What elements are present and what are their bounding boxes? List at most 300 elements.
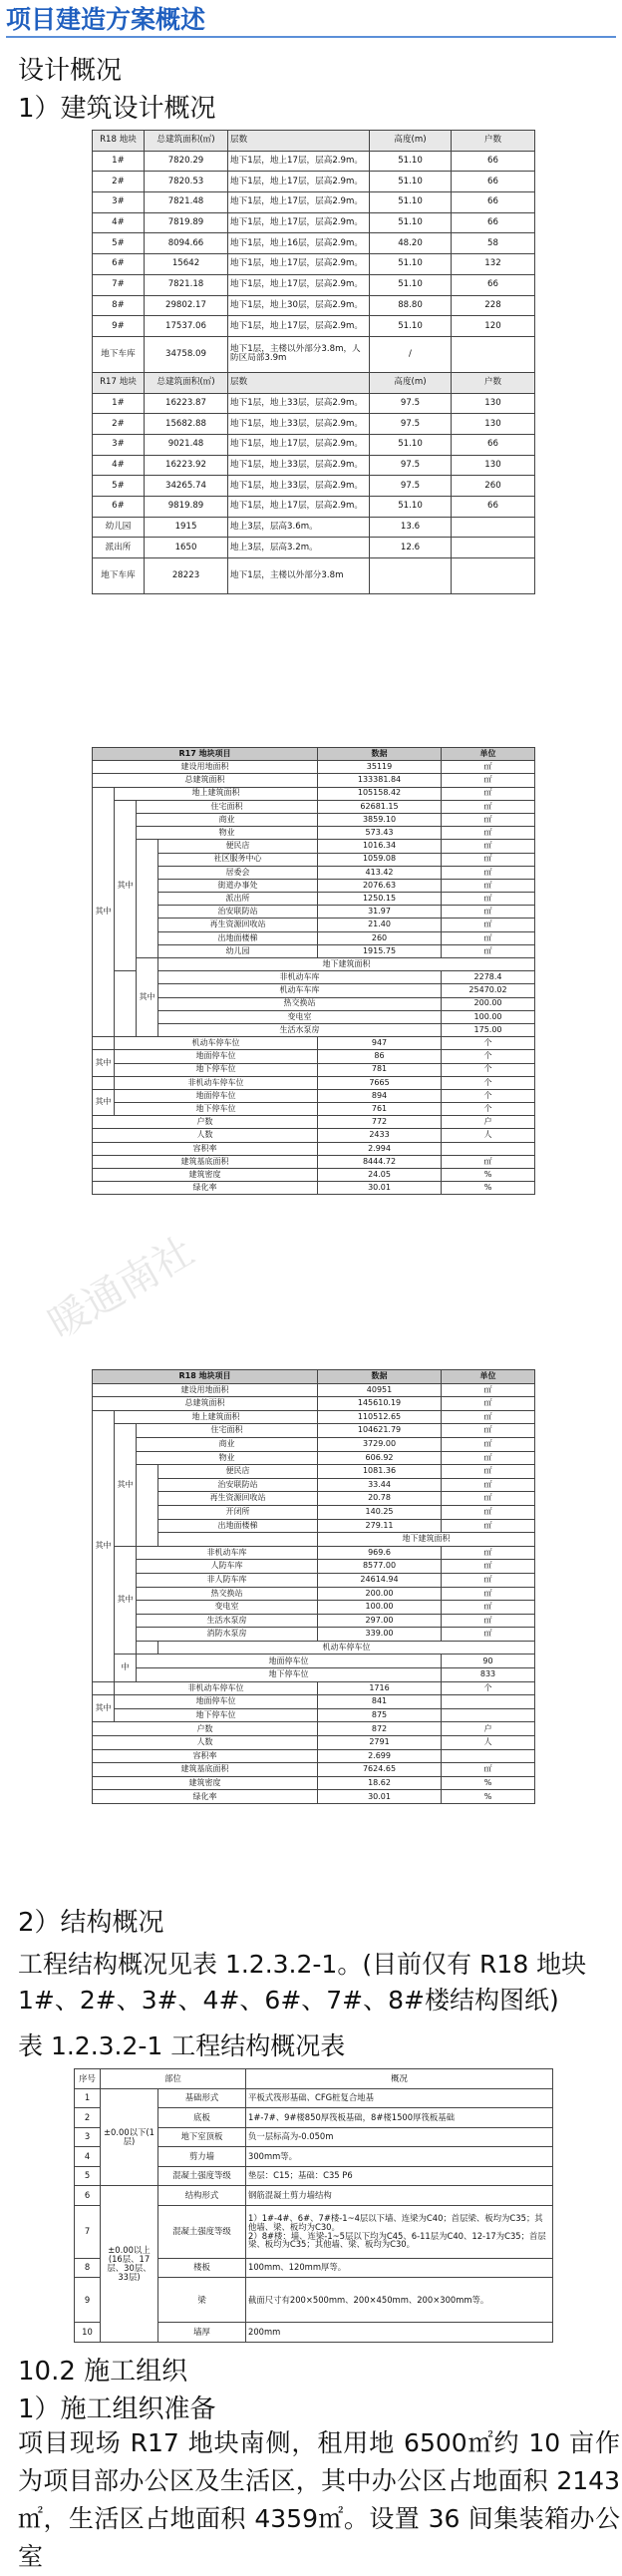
item-label: 派出所 (158, 893, 318, 906)
table-row (93, 866, 535, 879)
unit-cell: ㎡ (442, 944, 535, 957)
header-part: 部位 (101, 2069, 246, 2089)
units-cell: 66 (452, 434, 535, 455)
table-row (93, 1492, 535, 1506)
unit-cell: ㎡ (442, 1451, 535, 1465)
item-label: 人数 (93, 1736, 318, 1750)
item-cell: 墙厚 (158, 2323, 246, 2343)
table-row (93, 1695, 535, 1709)
table-row (93, 879, 535, 892)
group-label: 其中 (137, 958, 158, 1037)
height-cell: 51.10 (370, 316, 452, 337)
table-row (93, 1533, 535, 1547)
value-cell: 24614.94 (318, 1573, 442, 1587)
table-row (93, 1749, 535, 1763)
table-row (93, 761, 535, 774)
r18-indicator-table (92, 1369, 535, 1804)
item-label: 户数 (93, 1116, 318, 1129)
desc-cell: 截面尺寸有200×500mm、200×450mm、200×300mm等。 (246, 2278, 553, 2323)
unit-cell: 个 (442, 1089, 535, 1102)
item-label: 容积率 (93, 1749, 318, 1763)
plot-cell: 6# (93, 254, 145, 275)
value-cell: 8577.00 (318, 1560, 442, 1574)
group-label: 其中 (115, 800, 137, 970)
value-cell: 781 (318, 1063, 442, 1076)
unit-cell: ㎡ (442, 931, 535, 944)
plot-cell: 5# (93, 476, 145, 497)
table-row (93, 1668, 535, 1682)
value-cell: 3729.00 (318, 1437, 442, 1451)
table-caption: 表 1.2.3.2-1 工程结构概况表 (18, 2031, 346, 2060)
table-row (93, 455, 535, 476)
unit-cell (442, 1142, 535, 1155)
group-label (115, 971, 137, 1037)
floors-cell: 地下1层，地上17层，层高2.9m。 (228, 497, 370, 518)
area-cell: 1650 (145, 538, 228, 558)
item-label: 变电室 (137, 1601, 318, 1615)
item-label: 人防车库 (137, 1560, 318, 1574)
unit-cell: ㎡ (442, 1560, 535, 1574)
value-cell: 145610.19 (318, 1397, 442, 1411)
item-cell: 地下室顶板 (158, 2127, 246, 2147)
unit-cell: 个 (442, 1050, 535, 1063)
item-label: 住宅面积 (137, 1424, 318, 1438)
table-row (93, 1587, 535, 1601)
item-cell: 楼板 (158, 2258, 246, 2278)
desc-cell: 300mm等。 (246, 2147, 553, 2167)
seq-cell: 3 (75, 2127, 101, 2147)
value-cell: 100.00 (442, 1010, 535, 1023)
area-cell: 9021.48 (145, 434, 228, 455)
unit-cell: % (442, 1182, 535, 1195)
table-row (93, 827, 535, 840)
item-label: 治安联防站 (158, 1478, 318, 1492)
item-label: 便民店 (158, 1465, 318, 1479)
unit-cell: ㎡ (442, 813, 535, 826)
value-cell: 33.44 (318, 1478, 442, 1492)
plot-cell: 2# (93, 172, 145, 192)
unit-cell: ㎡ (442, 1383, 535, 1397)
value-cell: 30.01 (318, 1790, 442, 1804)
value-cell: 35119 (318, 761, 442, 774)
value-cell: 872 (318, 1722, 442, 1736)
item-label: 建设用地面积 (93, 1383, 318, 1397)
table-row (93, 1103, 535, 1116)
area-cell: 7821.18 (145, 274, 228, 295)
value-cell: 100.00 (318, 1601, 442, 1615)
item-label: 街道办事处 (158, 879, 318, 892)
table-row (93, 131, 535, 152)
header-row (93, 748, 535, 761)
item-label: 居委会 (158, 866, 318, 879)
height-cell: / (370, 336, 452, 372)
units-cell: 66 (452, 192, 535, 213)
unit-cell: ㎡ (442, 1492, 535, 1506)
unit-cell: ㎡ (442, 787, 535, 800)
value-cell: 2.994 (318, 1142, 442, 1155)
table-row (75, 2186, 553, 2206)
units-cell: 58 (452, 233, 535, 254)
table-row (93, 931, 535, 944)
table-row (93, 1708, 535, 1722)
plot-cell: 8# (93, 295, 145, 316)
value-cell: 969.6 (318, 1546, 442, 1560)
table-row (93, 476, 535, 497)
unit-cell (442, 1749, 535, 1763)
table-row (93, 1519, 535, 1533)
desc-cell: 垫层：C15；基础：C35 P6 (246, 2166, 553, 2186)
table-row (93, 274, 535, 295)
item-label: 建筑基底面积 (93, 1155, 318, 1168)
table-row (93, 1397, 535, 1411)
heading-rule (6, 36, 616, 38)
area-cell: 总建筑面积(㎡) (145, 131, 228, 152)
value-cell: 133381.84 (318, 774, 442, 787)
units-cell: 130 (452, 455, 535, 476)
item-label: 地下建筑面积 (158, 958, 535, 971)
item-label: 地下停车位 (115, 1708, 318, 1722)
height-cell: 高度(m) (370, 131, 452, 152)
table-row (93, 1560, 535, 1574)
seq-cell: 8 (75, 2258, 101, 2278)
value-cell: 1250.15 (318, 893, 442, 906)
unit-cell: ㎡ (442, 906, 535, 919)
value-cell: 110512.65 (318, 1410, 442, 1424)
height-cell: 高度(m) (370, 372, 452, 393)
item-label: 地下停车位 (137, 1668, 442, 1682)
table-row (93, 1465, 535, 1479)
item-label: 建设用地面积 (93, 761, 318, 774)
desc-cell: 1）1#-4#、6#、7#楼-1~4层以下墙、连梁为C40；首层梁、板均为C35；其他墙、梁、板均为C30。 2）8#楼：墙、连梁-1~5层以下均为C45、6-11层为C40、12-17为C35；首层梁、板均为C35；其他墙、梁、板均为C30。 (246, 2205, 553, 2258)
item-label: 开闭所 (158, 1505, 318, 1519)
floors-cell: 地下1层，地上33层，层高2.9m。 (228, 455, 370, 476)
unit-cell: ㎡ (442, 774, 535, 787)
table-row (93, 1155, 535, 1168)
height-cell: 51.10 (370, 151, 452, 172)
table-row (93, 1573, 535, 1587)
unit-cell: ㎡ (442, 1628, 535, 1642)
plot-cell: 1# (93, 393, 145, 414)
plot-cell: 9# (93, 316, 145, 337)
structure-paragraph: 工程结构概况见表 1.2.3.2-1。(目前仅有 R18 地块 1#、2#、3#、4#、6#、7#、8#楼结构图纸) (18, 1950, 587, 2015)
header-seq: 序号 (75, 2069, 101, 2089)
item-label: 地面停车位 (115, 1089, 318, 1102)
floors-cell: 地下1层，主楼以外部分3.8m (228, 558, 370, 594)
unit-cell: ㎡ (442, 1478, 535, 1492)
value-cell: 841 (318, 1695, 442, 1709)
plot-cell: 6# (93, 497, 145, 518)
table-row (93, 1546, 535, 1560)
floors-cell: 地下1层，地上17层，层高2.9m。 (228, 274, 370, 295)
height-cell: 51.10 (370, 497, 452, 518)
table-row (93, 517, 535, 538)
plot-cell: 5# (93, 233, 145, 254)
floors-cell: 地下1层，地上17层，层高2.9m。 (228, 151, 370, 172)
item-label: 非机动车库 (158, 971, 442, 984)
value-cell: 761 (318, 1103, 442, 1116)
part-cell: ±0.00以下(1层) (101, 2088, 158, 2186)
height-cell: 51.10 (370, 172, 452, 192)
table-row (93, 1037, 535, 1050)
plot-cell: 4# (93, 455, 145, 476)
value-cell: 21.40 (318, 919, 442, 931)
group-label (93, 1076, 115, 1089)
unit-cell: ㎡ (442, 840, 535, 853)
area-cell: 总建筑面积(㎡) (145, 372, 228, 393)
unit-cell: ㎡ (442, 1614, 535, 1628)
item-label: 人数 (93, 1129, 318, 1142)
item-label: 建筑密度 (93, 1169, 318, 1182)
item-label: 非机动车停车位 (115, 1681, 318, 1695)
height-cell: 48.20 (370, 233, 452, 254)
area-cell: 7819.89 (145, 212, 228, 233)
units-cell (452, 517, 535, 538)
value-cell: 297.00 (318, 1614, 442, 1628)
value-cell: 606.92 (318, 1451, 442, 1465)
table-row (93, 1790, 535, 1804)
item-label: 热交换站 (158, 997, 442, 1010)
plot-cell: 地下车库 (93, 558, 145, 594)
unit-cell: ㎡ (442, 1397, 535, 1411)
item-label: 户数 (93, 1722, 318, 1736)
unit-cell: % (442, 1776, 535, 1790)
area-cell: 7820.53 (145, 172, 228, 192)
table-row (93, 1076, 535, 1089)
item-cell: 底板 (158, 2108, 246, 2128)
area-cell: 34265.74 (145, 476, 228, 497)
unit-cell: % (442, 1169, 535, 1182)
value-header: 数据 (318, 1370, 442, 1384)
item-label: 机动车停车位 (158, 1641, 535, 1655)
item-label: 再生资源回收站 (158, 1492, 318, 1506)
desc-cell: 1#-7#、9#楼850厚筏板基础，8#楼1500厚筏板基础 (246, 2108, 553, 2128)
item-label: 消防水泵房 (137, 1628, 318, 1642)
table-row (93, 1641, 535, 1655)
unit-cell: ㎡ (442, 1424, 535, 1438)
group-label: 其中 (93, 787, 115, 1037)
construction-org-heading: 10.2 施工组织 (18, 2357, 188, 2387)
table-row (93, 971, 535, 984)
table-row (93, 336, 535, 372)
unit-cell: 户 (442, 1116, 535, 1129)
building-design-table (92, 130, 535, 594)
structure-heading: 2）结构概况 (18, 1908, 164, 1938)
desc-cell: 200mm (246, 2323, 553, 2343)
floors-cell: 地上3层，层高3.6m。 (228, 517, 370, 538)
value-cell: 2433 (318, 1129, 442, 1142)
height-cell: 97.5 (370, 476, 452, 497)
item-label: 出地面楼梯 (158, 1519, 318, 1533)
area-cell: 29802.17 (145, 295, 228, 316)
item-label: 便民店 (158, 840, 318, 853)
plot-cell: 派出所 (93, 538, 145, 558)
unit-cell: ㎡ (442, 866, 535, 879)
units-cell: 66 (452, 172, 535, 192)
value-cell: 24.05 (318, 1169, 442, 1182)
floors-cell: 地下1层，地上17层，层高2.9m。 (228, 254, 370, 275)
item-label: 绿化率 (93, 1790, 318, 1804)
item-label: 建筑基底面积 (93, 1763, 318, 1777)
table-row (93, 1655, 535, 1668)
watermark: 暖通南社 (40, 1228, 202, 1348)
unit-cell: ㎡ (442, 1573, 535, 1587)
design-overview-heading: 设计概况 (18, 56, 123, 86)
table-row (93, 233, 535, 254)
table-row (93, 212, 535, 233)
floors-cell: 地下1层，地上17层，层高2.9m。 (228, 434, 370, 455)
table-row (93, 1063, 535, 1076)
item-label: 地面停车位 (115, 1050, 318, 1063)
item-label: 非机动车停车位 (115, 1076, 318, 1089)
unit-cell: ㎡ (442, 1410, 535, 1424)
group-label (158, 1533, 318, 1547)
value-cell: 2791 (318, 1736, 442, 1750)
header-row (93, 1370, 535, 1384)
unit-cell: ㎡ (442, 893, 535, 906)
table-row (93, 1628, 535, 1642)
height-cell: 13.6 (370, 517, 452, 538)
units-cell (452, 336, 535, 372)
value-cell: 30.01 (318, 1182, 442, 1195)
unit-cell: ㎡ (442, 1763, 535, 1777)
unit-cell: 人 (442, 1129, 535, 1142)
item-label: 变电室 (158, 1010, 442, 1023)
floors-cell: 地下1层，地上33层，层高2.9m。 (228, 414, 370, 435)
header-row (75, 2069, 553, 2089)
height-cell: 51.10 (370, 274, 452, 295)
value-cell: 260 (318, 931, 442, 944)
unit-cell: ㎡ (442, 1519, 535, 1533)
seq-cell: 2 (75, 2108, 101, 2128)
table-row (93, 1424, 535, 1438)
unit-header: 单位 (442, 748, 535, 761)
item-label: 物业 (137, 827, 318, 840)
item-header: R17 地块项目 (93, 748, 318, 761)
table-row (93, 787, 535, 800)
value-cell: 62681.15 (318, 800, 442, 813)
unit-cell (442, 1695, 535, 1709)
desc-cell: 负一层标高为-0.050m (246, 2127, 553, 2147)
group-label (93, 1681, 115, 1695)
unit-cell (442, 1708, 535, 1722)
group-label: 其中 (115, 1424, 137, 1546)
item-label: 商业 (137, 813, 318, 826)
floors-cell: 地下1层，地上33层，层高2.9m。 (228, 393, 370, 414)
height-cell (370, 558, 452, 594)
table-row (93, 1410, 535, 1424)
table-row (93, 393, 535, 414)
group-label (137, 1465, 158, 1547)
unit-cell: ㎡ (442, 919, 535, 931)
table-row (93, 538, 535, 558)
table-row (93, 1722, 535, 1736)
table-row (93, 254, 535, 275)
units-cell: 66 (452, 212, 535, 233)
unit-cell: ㎡ (442, 1601, 535, 1615)
unit-cell: 人 (442, 1736, 535, 1750)
value-cell: 2076.63 (318, 879, 442, 892)
value-cell: 18.62 (318, 1776, 442, 1790)
table-row (93, 497, 535, 518)
item-cell: 基础形式 (158, 2088, 246, 2108)
seq-cell: 9 (75, 2278, 101, 2323)
table-row (93, 1023, 535, 1036)
table-row (93, 906, 535, 919)
group-label: 其中 (93, 1089, 115, 1115)
table-row (93, 1116, 535, 1129)
item-label: 地下建筑面积 (318, 1533, 535, 1547)
units-cell: 130 (452, 414, 535, 435)
r17-indicator-table (92, 747, 535, 1195)
table-row (93, 958, 535, 971)
table-row (93, 1050, 535, 1063)
group-label: 其中 (93, 1050, 115, 1076)
building-design-heading: 1）建筑设计概况 (18, 94, 216, 124)
item-cell: 梁 (158, 2278, 246, 2323)
group-label: 其中 (115, 1546, 137, 1655)
table-row (93, 1681, 535, 1695)
item-label: 幼儿园 (158, 944, 318, 957)
area-cell: 28223 (145, 558, 228, 594)
item-label: 商业 (137, 1437, 318, 1451)
table-row (93, 316, 535, 337)
floors-cell: 层数 (228, 372, 370, 393)
item-label: 热交换站 (137, 1587, 318, 1601)
table-row (93, 919, 535, 931)
floors-cell: 地下1层，地上17层，层高2.9m。 (228, 192, 370, 213)
floors-cell: 地下1层，主楼以外部分3.8m，人防区局部3.9m (228, 336, 370, 372)
table-row (93, 800, 535, 813)
seq-cell: 5 (75, 2166, 101, 2186)
floors-cell: 地下1层，地上30层，层高2.9m。 (228, 295, 370, 316)
unit-cell: 个 (442, 1063, 535, 1076)
units-cell: 120 (452, 316, 535, 337)
value-cell: 1915.75 (318, 944, 442, 957)
unit-cell: ㎡ (442, 1587, 535, 1601)
table-row (93, 1601, 535, 1615)
units-cell: 130 (452, 393, 535, 414)
table-row (93, 944, 535, 957)
group-label: 其中 (93, 1695, 115, 1722)
item-label: 地上建筑面积 (115, 787, 318, 800)
value-cell: 8444.72 (318, 1155, 442, 1168)
table-row (93, 1505, 535, 1519)
item-label: 总建筑面积 (93, 774, 318, 787)
value-cell: 140.25 (318, 1505, 442, 1519)
unit-cell: ㎡ (442, 761, 535, 774)
plot-cell: R18 地块 (93, 131, 145, 152)
value-cell: 894 (318, 1089, 442, 1102)
unit-cell: ㎡ (442, 1465, 535, 1479)
value-cell: 175.00 (442, 1023, 535, 1036)
table-row (93, 840, 535, 853)
item-cell: 结构形式 (158, 2186, 246, 2206)
unit-cell: 个 (442, 1103, 535, 1116)
value-cell: 90 (442, 1655, 535, 1668)
org-prep-heading: 1）施工组织准备 (18, 2394, 216, 2424)
table-row (93, 1437, 535, 1451)
units-cell: 66 (452, 151, 535, 172)
item-label: 绿化率 (93, 1182, 318, 1195)
value-cell: 413.42 (318, 866, 442, 879)
area-cell: 16223.87 (145, 393, 228, 414)
seq-cell: 1 (75, 2088, 101, 2108)
height-cell: 97.5 (370, 414, 452, 435)
height-cell: 51.10 (370, 434, 452, 455)
plot-cell: 3# (93, 434, 145, 455)
floors-cell: 地下1层，地上17层，层高2.9m。 (228, 172, 370, 192)
height-cell: 51.10 (370, 192, 452, 213)
